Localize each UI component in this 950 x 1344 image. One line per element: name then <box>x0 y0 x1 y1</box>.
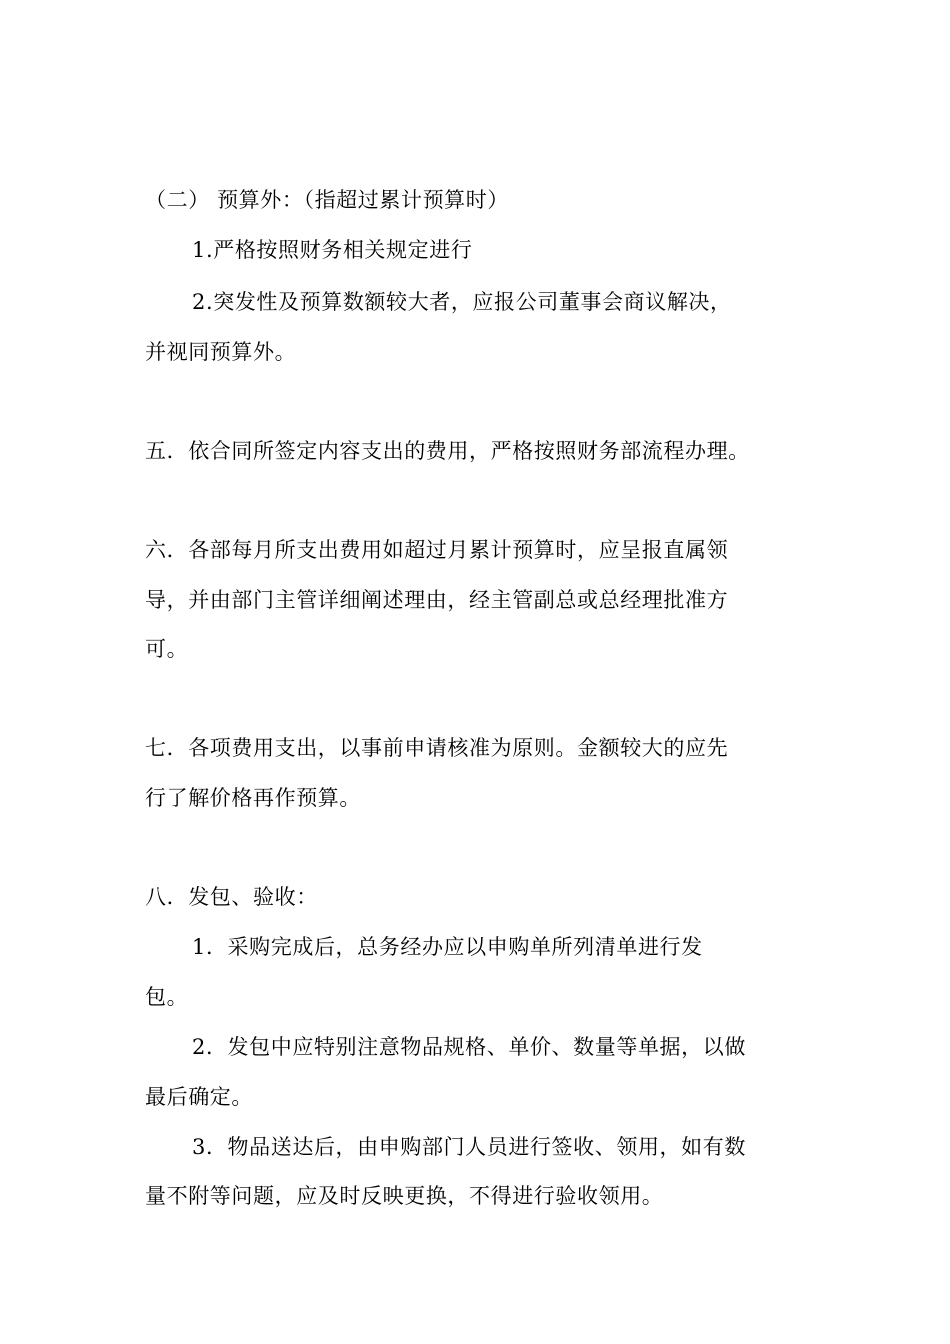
clause-6-line-1: 六．各部每月所支出费用如超过月累计预算时，应呈报直属领 <box>145 538 729 562</box>
clause-8-item-3-line-2: 量不附等问题，应及时反映更换，不得进行验收领用。 <box>145 1184 664 1208</box>
clause-8-item-3-line-1: 3．物品送达后，由申购部门人员进行签收、领用，如有数 <box>192 1135 746 1159</box>
clause-8-item-1-line-1: 1．采购完成后，总务经办应以申购单所列清单进行发 <box>192 935 703 959</box>
clause-8-item-1-line-2: 包。 <box>145 985 189 1009</box>
clause-7-line-2: 行了解价格再作预算。 <box>145 786 361 810</box>
section-heading-budget-outside: （二） 预算外：（指超过累计预算时） <box>145 188 509 212</box>
clause-5: 五．依合同所签定内容支出的费用，严格按照财务部流程办理。 <box>145 439 750 463</box>
clause-8-heading: 八．发包、验收： <box>145 885 318 909</box>
clause-6-line-3: 可。 <box>145 637 189 661</box>
clause-8-item-2-line-2: 最后确定。 <box>145 1085 253 1109</box>
budget-outside-item-1: 1.严格按照财务相关规定进行 <box>192 238 473 262</box>
clause-7-line-1: 七．各项费用支出，以事前申请核准为原则。金额较大的应先 <box>145 736 729 760</box>
clause-8-item-2-line-1: 2．发包中应特别注意物品规格、单价、数量等单据，以做 <box>192 1035 746 1059</box>
budget-outside-item-2-line-1: 2.突发性及预算数额较大者，应报公司董事会商议解决， <box>192 290 732 314</box>
budget-outside-item-2-line-2: 并视同预算外。 <box>145 340 297 364</box>
clause-6-line-2: 导，并由部门主管详细阐述理由，经主管副总或总经理批准方 <box>145 588 729 612</box>
